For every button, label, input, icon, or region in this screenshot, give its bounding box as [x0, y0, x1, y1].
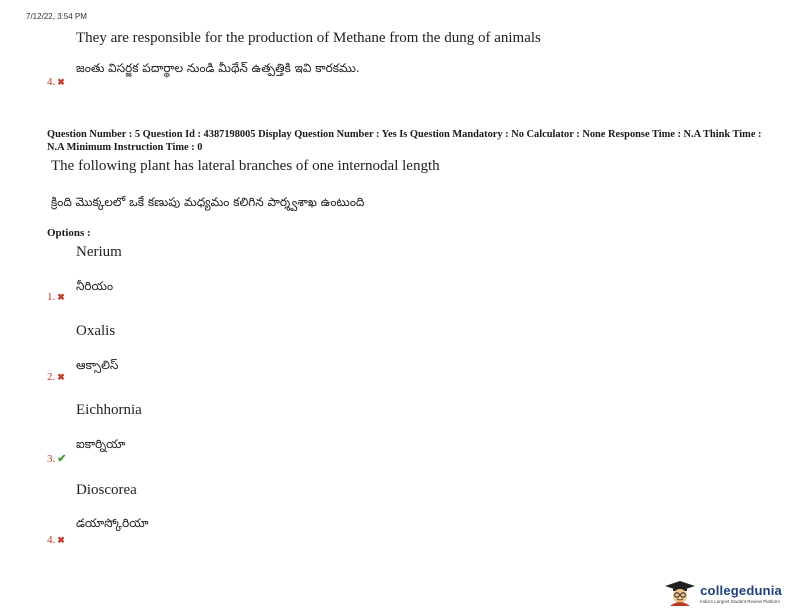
option-3-english: Eichhornia [76, 402, 142, 418]
prev-option-telugu: జంతు విసర్జక పదార్థాల నుండి మీథేన్ ఉత్పత్తికి ఇవి కారకము. [76, 61, 360, 75]
option-number-label: 2. [47, 371, 56, 383]
question-text-english: The following plant has lateral branches of one internodal length [51, 158, 440, 174]
option-4-telugu: డయాస్కోరియా [76, 516, 149, 530]
option-1-telugu: నీరియం [76, 279, 114, 293]
option-3-telugu: ఐకార్నియా [76, 437, 126, 451]
option-number-label: 4. [47, 534, 56, 546]
option-2-marker [47, 371, 65, 383]
collegedunia-logo [664, 580, 782, 606]
graduate-mascot-icon [664, 580, 696, 606]
option-number-label: 3. [47, 453, 56, 465]
logo-name: collegedunia [700, 582, 782, 598]
cross-icon: ✖ [57, 372, 65, 382]
cross-icon: ✖ [57, 77, 65, 87]
option-2-telugu: ఆక్సాలిస్ [76, 358, 119, 372]
option-4-english: Dioscorea [76, 482, 137, 498]
print-timestamp: 7/12/22, 3:54 PM [26, 12, 87, 21]
check-icon: ✔ [57, 453, 67, 465]
option-4-marker [47, 534, 65, 546]
option-1-english: Nerium [76, 244, 122, 260]
logo-tagline: India's Largest Student Review Platform [700, 598, 781, 604]
prev-option-number [47, 76, 65, 88]
cross-icon: ✖ [57, 292, 65, 302]
question-meta: Question Number : 5 Question Id : 4387198005 Display Question Number : Yes Is Question Mandatory : No Calculator : None Response Time : N.A Think Time : N.A Minimum Instruction Time : 0 [47, 129, 762, 153]
option-number-label: 4. [47, 76, 56, 88]
option-number-label: 1. [47, 291, 56, 303]
question-text-telugu: క్రింది మొక్కలలో ఒకే కణుపు మధ్యమం కలిగిన పార్శ్వశాఖ ఉంటుంది [51, 195, 365, 209]
option-2-english: Oxalis [76, 323, 116, 339]
cross-icon: ✖ [57, 535, 65, 545]
option-1-marker [47, 291, 65, 303]
option-3-marker [47, 452, 66, 465]
prev-option-english: They are responsible for the production of Methane from the dung of animals [76, 30, 541, 46]
options-label: Options : [47, 227, 91, 239]
